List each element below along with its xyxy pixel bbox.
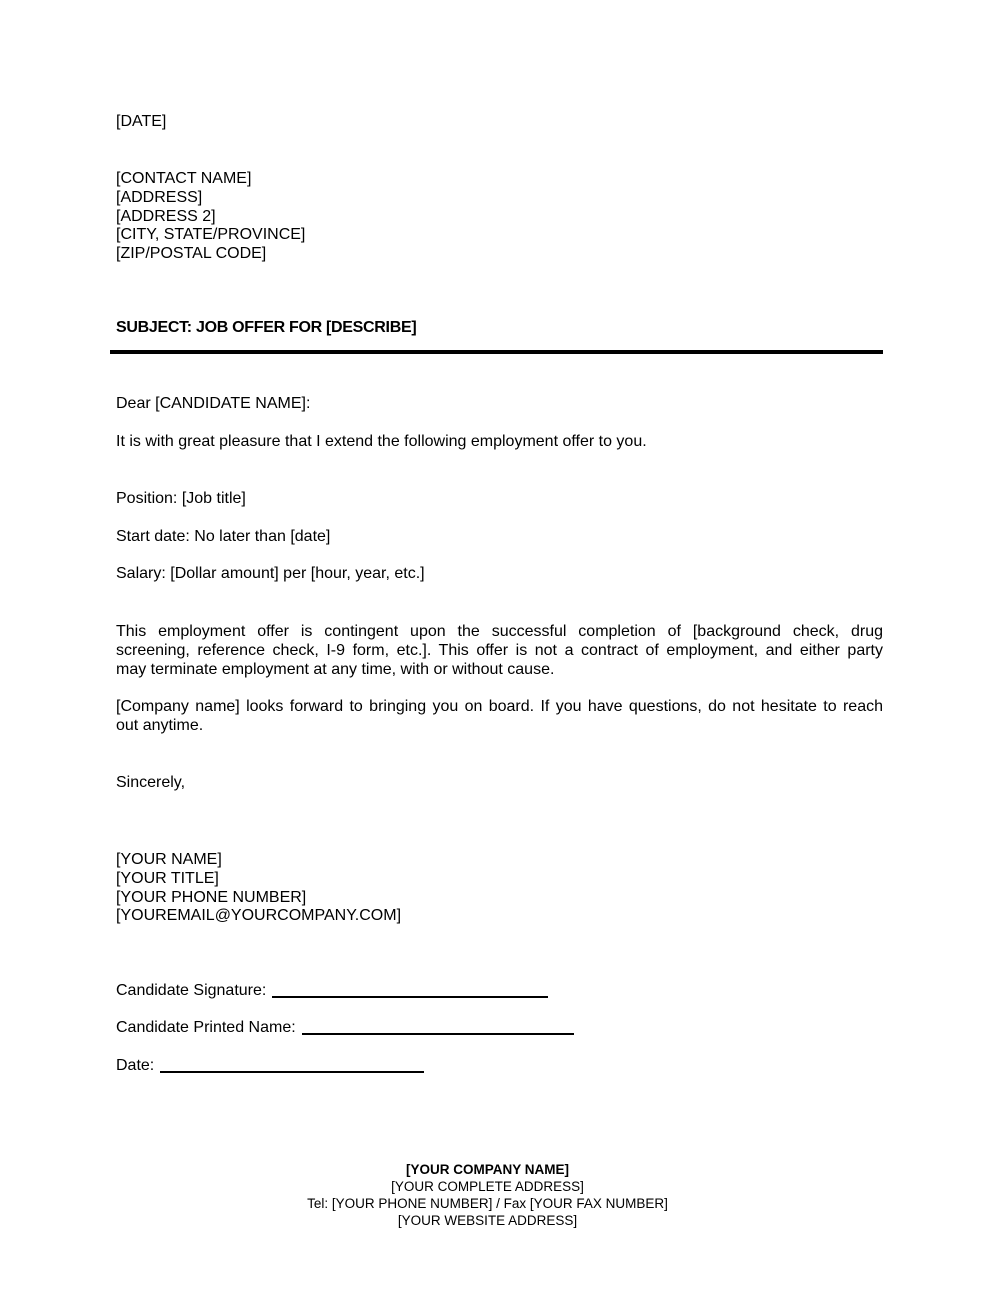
paragraph-line: This employment offer is contingent upon the successful completion of [background check, drug xyxy=(116,623,883,640)
paragraph-line: [Company name] looks forward to bringing you on board. If you have questions, do not hesitate to reach xyxy=(116,698,883,715)
sender-phone: [YOUR PHONE NUMBER] xyxy=(116,888,307,906)
welcome-paragraph xyxy=(116,698,883,736)
sender-title: [YOUR TITLE] xyxy=(116,869,219,887)
paragraph-line: screening, reference check, I-9 form, etc.]. This offer is not a contract of employment, and either party xyxy=(116,641,883,659)
sender-name: [YOUR NAME] xyxy=(116,851,222,868)
subject-divider-rule xyxy=(110,350,883,354)
paragraph-line: may terminate employment at any time, with or without cause. xyxy=(116,660,555,678)
signature-date-blank-line xyxy=(160,1057,424,1073)
recipient-city-state: [CITY, STATE/PROVINCE] xyxy=(116,226,306,244)
signature-date-row xyxy=(116,1057,424,1076)
sender-block xyxy=(116,851,401,926)
candidate-printed-name-blank-line xyxy=(302,1019,574,1035)
date-line: [DATE] xyxy=(116,113,167,130)
recipient-address-block xyxy=(116,170,305,264)
position-line: Position: [Job title] xyxy=(116,490,246,507)
salutation-line: Dear [CANDIDATE NAME]: xyxy=(116,395,311,412)
candidate-printed-name-row xyxy=(116,1019,574,1038)
closing-line: Sincerely, xyxy=(116,774,186,791)
recipient-address: [ADDRESS] xyxy=(116,188,203,206)
company-footer xyxy=(100,1161,875,1229)
candidate-signature-blank-line xyxy=(272,982,548,998)
signature-date-label: Date: xyxy=(116,1057,155,1074)
footer-tel-fax: Tel: [YOUR PHONE NUMBER] / Fax [YOUR FAX NUMBER] xyxy=(307,1196,668,1211)
intro-line: It is with great pleasure that I extend the following employment offer to you. xyxy=(116,433,647,450)
salary-line: Salary: [Dollar amount] per [hour, year, etc.] xyxy=(116,565,425,582)
contingency-paragraph xyxy=(116,623,883,679)
candidate-signature-row xyxy=(116,982,548,1001)
footer-website: [YOUR WEBSITE ADDRESS] xyxy=(397,1213,578,1228)
candidate-printed-name-label: Candidate Printed Name: xyxy=(116,1019,296,1036)
recipient-address-2: [ADDRESS 2] xyxy=(116,207,216,225)
recipient-zip: [ZIP/POSTAL CODE] xyxy=(116,245,267,263)
paragraph-line: out anytime. xyxy=(116,716,204,734)
footer-company-name: [YOUR COMPANY NAME] xyxy=(405,1162,569,1177)
subject-line: SUBJECT: JOB OFFER FOR [DESCRIBE] xyxy=(116,319,417,336)
start-date-line: Start date: No later than [date] xyxy=(116,528,331,545)
footer-company-address: [YOUR COMPLETE ADDRESS] xyxy=(391,1179,584,1194)
recipient-contact-name: [CONTACT NAME] xyxy=(116,170,252,187)
candidate-signature-label: Candidate Signature: xyxy=(116,982,267,999)
sender-email: [YOUREMAIL@YOURCOMPANY.COM] xyxy=(116,907,402,925)
